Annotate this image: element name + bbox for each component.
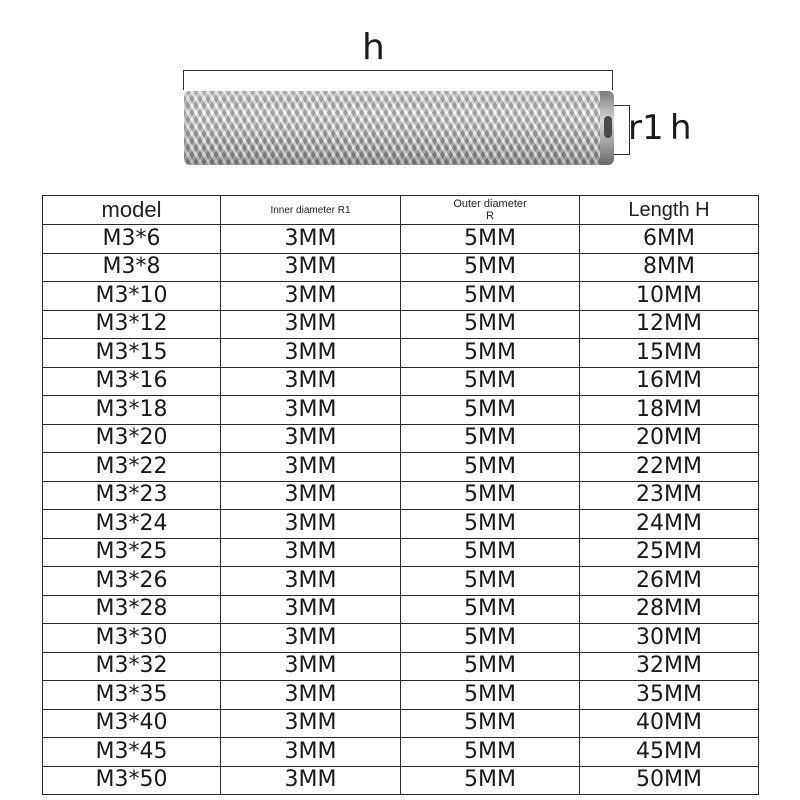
cell-model: M3*8 xyxy=(43,253,221,282)
cell-outer-diameter: 5MM xyxy=(401,367,580,396)
cell-length: 20MM xyxy=(580,424,759,453)
cell-outer-diameter: 5MM xyxy=(401,396,580,425)
cell-model: M3*32 xyxy=(43,652,221,681)
cell-outer-diameter: 5MM xyxy=(401,253,580,282)
cell-outer-diameter: 5MM xyxy=(401,567,580,596)
spec-table xyxy=(42,195,759,795)
cell-length: 23MM xyxy=(580,481,759,510)
cell-inner-diameter: 3MM xyxy=(221,367,401,396)
table-row xyxy=(43,396,759,425)
cell-length: 40MM xyxy=(580,709,759,738)
cell-length: 25MM xyxy=(580,538,759,567)
cell-length: 15MM xyxy=(580,339,759,368)
table-row xyxy=(43,453,759,482)
table-row xyxy=(43,567,759,596)
cell-model: M3*26 xyxy=(43,567,221,596)
cell-length: 50MM xyxy=(580,766,759,795)
length-dimension-tick-left xyxy=(183,70,184,90)
cell-length: 32MM xyxy=(580,652,759,681)
table-row xyxy=(43,624,759,653)
cell-length: 10MM xyxy=(580,282,759,311)
table-row xyxy=(43,538,759,567)
cell-inner-diameter: 3MM xyxy=(221,624,401,653)
table-row xyxy=(43,510,759,539)
cell-model: M3*45 xyxy=(43,738,221,767)
cell-inner-diameter: 3MM xyxy=(221,225,401,254)
cell-outer-diameter: 5MM xyxy=(401,310,580,339)
cell-inner-diameter: 3MM xyxy=(221,567,401,596)
table-row xyxy=(43,738,759,767)
table-row xyxy=(43,709,759,738)
cell-length: 26MM xyxy=(580,567,759,596)
cell-inner-diameter: 3MM xyxy=(221,424,401,453)
cell-length: 35MM xyxy=(580,681,759,710)
cell-length: 28MM xyxy=(580,595,759,624)
cell-inner-diameter: 3MM xyxy=(221,652,401,681)
cell-outer-diameter: 5MM xyxy=(401,709,580,738)
cell-inner-diameter: 3MM xyxy=(221,738,401,767)
cell-outer-diameter: 5MM xyxy=(401,681,580,710)
cell-inner-diameter: 3MM xyxy=(221,766,401,795)
cell-inner-diameter: 3MM xyxy=(221,253,401,282)
standoff-thread-hole xyxy=(604,116,612,138)
cell-outer-diameter: 5MM xyxy=(401,339,580,368)
header-model: model xyxy=(43,196,221,225)
header-length: Length H xyxy=(580,196,759,225)
cell-length: 30MM xyxy=(580,624,759,653)
cell-model: M3*24 xyxy=(43,510,221,539)
cell-model: M3*6 xyxy=(43,225,221,254)
cell-outer-diameter: 5MM xyxy=(401,225,580,254)
cell-model: M3*30 xyxy=(43,624,221,653)
cell-outer-diameter: 5MM xyxy=(401,624,580,653)
cell-inner-diameter: 3MM xyxy=(221,538,401,567)
cell-length: 22MM xyxy=(580,453,759,482)
cell-model: M3*50 xyxy=(43,766,221,795)
cell-outer-diameter: 5MM xyxy=(401,510,580,539)
cell-model: M3*10 xyxy=(43,282,221,311)
cell-inner-diameter: 3MM xyxy=(221,709,401,738)
cell-model: M3*22 xyxy=(43,453,221,482)
cell-model: M3*28 xyxy=(43,595,221,624)
cell-outer-diameter: 5MM xyxy=(401,738,580,767)
table-row xyxy=(43,225,759,254)
table-row xyxy=(43,424,759,453)
table-row xyxy=(43,766,759,795)
cell-outer-diameter: 5MM xyxy=(401,595,580,624)
cell-length: 6MM xyxy=(580,225,759,254)
table-row xyxy=(43,652,759,681)
cell-outer-diameter: 5MM xyxy=(401,282,580,311)
knurled-standoff-image xyxy=(184,91,612,165)
cell-outer-diameter: 5MM xyxy=(401,424,580,453)
cell-inner-diameter: 3MM xyxy=(221,681,401,710)
cell-length: 24MM xyxy=(580,510,759,539)
cell-model: M3*23 xyxy=(43,481,221,510)
cell-model: M3*15 xyxy=(43,339,221,368)
cell-length: 18MM xyxy=(580,396,759,425)
cell-inner-diameter: 3MM xyxy=(221,595,401,624)
header-outer-diameter-line1: Outer diameter xyxy=(453,198,527,210)
cell-inner-diameter: 3MM xyxy=(221,339,401,368)
cell-outer-diameter: 5MM xyxy=(401,453,580,482)
table-row xyxy=(43,282,759,311)
side-dimension-label: h xyxy=(670,108,692,148)
length-dimension-line xyxy=(183,70,613,71)
cell-inner-diameter: 3MM xyxy=(221,510,401,539)
cell-inner-diameter: 3MM xyxy=(221,453,401,482)
length-dimension-label: h xyxy=(362,27,385,68)
cell-outer-diameter: 5MM xyxy=(401,481,580,510)
table-row xyxy=(43,367,759,396)
cell-outer-diameter: 5MM xyxy=(401,766,580,795)
cell-length: 45MM xyxy=(580,738,759,767)
cell-model: M3*40 xyxy=(43,709,221,738)
cell-outer-diameter: 5MM xyxy=(401,538,580,567)
table-row xyxy=(43,339,759,368)
table-row xyxy=(43,681,759,710)
cell-inner-diameter: 3MM xyxy=(221,481,401,510)
table-row xyxy=(43,310,759,339)
cell-model: M3*18 xyxy=(43,396,221,425)
cell-length: 8MM xyxy=(580,253,759,282)
cell-model: M3*20 xyxy=(43,424,221,453)
table-header-row xyxy=(43,196,759,225)
length-dimension-tick-right xyxy=(612,70,613,90)
header-inner-diameter: Inner diameter R1 xyxy=(221,196,401,225)
cell-inner-diameter: 3MM xyxy=(221,282,401,311)
table-row xyxy=(43,253,759,282)
table-row xyxy=(43,595,759,624)
cell-model: M3*25 xyxy=(43,538,221,567)
header-outer-diameter-line2: R xyxy=(486,210,494,222)
cell-outer-diameter: 5MM xyxy=(401,652,580,681)
spec-table-body xyxy=(43,225,759,795)
cell-model: M3*16 xyxy=(43,367,221,396)
cell-length: 12MM xyxy=(580,310,759,339)
cell-inner-diameter: 3MM xyxy=(221,310,401,339)
header-outer-diameter xyxy=(401,196,580,225)
cell-model: M3*12 xyxy=(43,310,221,339)
inner-diameter-label: r1 xyxy=(628,108,664,148)
cell-inner-diameter: 3MM xyxy=(221,396,401,425)
cell-model: M3*35 xyxy=(43,681,221,710)
cell-length: 16MM xyxy=(580,367,759,396)
table-row xyxy=(43,481,759,510)
product-diagram xyxy=(0,0,800,190)
